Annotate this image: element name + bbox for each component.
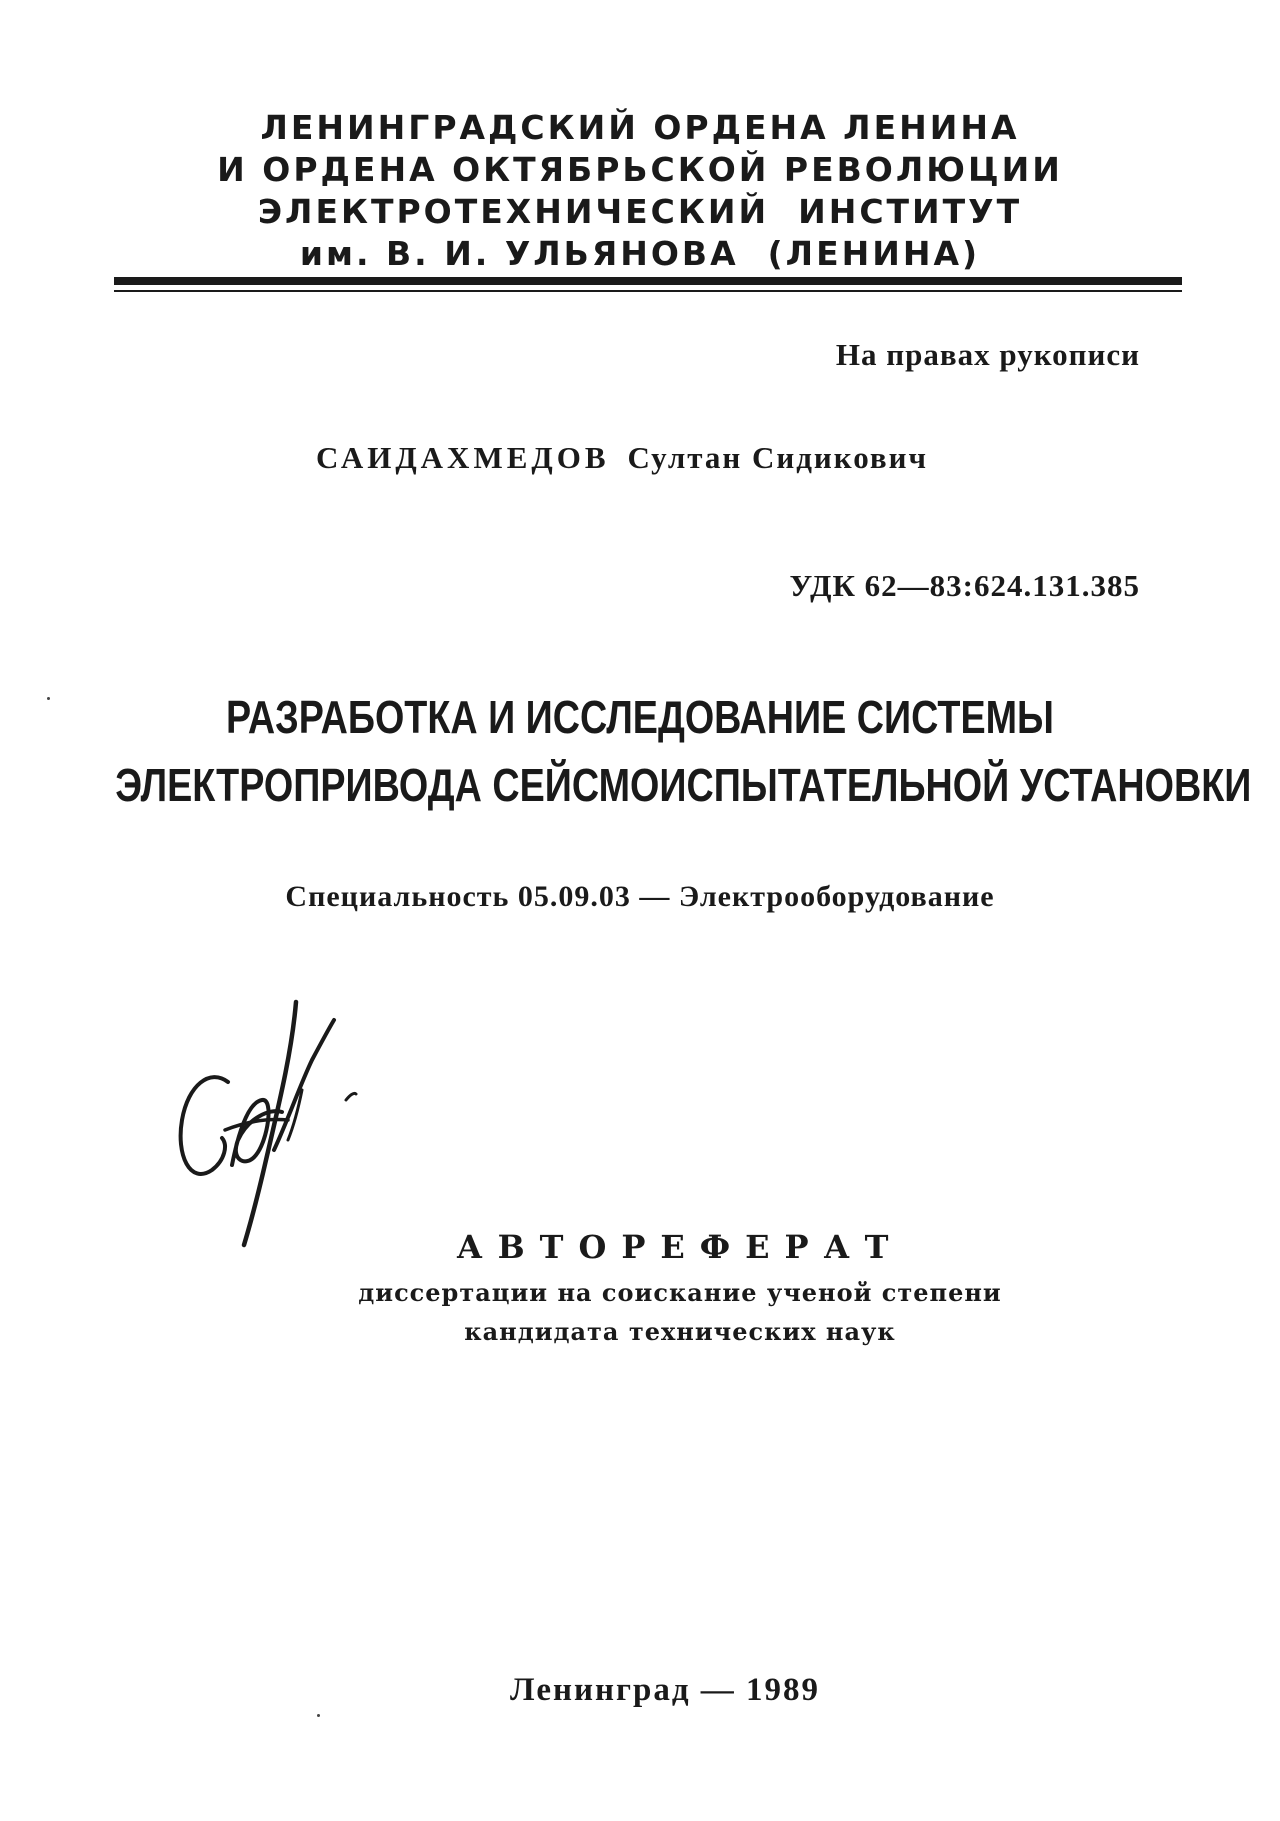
- document-type: АВТОРЕФЕРАТ: [456, 1228, 904, 1266]
- header-rule-thick: [114, 277, 1182, 285]
- author-surname: САИДАХМЕДОВ: [316, 440, 610, 475]
- udc-code: УДК 62—83:624.131.385: [789, 568, 1140, 603]
- dissertation-title-line-1: РАЗРАБОТКА И ИССЛЕДОВАНИЕ СИСТЕМЫ: [226, 691, 1054, 743]
- print-speck: [47, 697, 50, 700]
- specialty: Специальность 05.09.03 — Электрооборудование: [285, 880, 995, 913]
- author-name: [316, 440, 928, 476]
- manuscript-note: На правах рукописи: [835, 337, 1140, 372]
- institution-line-1: ЛЕНИНГРАДСКИЙ ОРДЕНА ЛЕНИНА: [260, 108, 1020, 147]
- handwritten-signature: [170, 990, 380, 1250]
- institution-line-4: им. В. И. УЛЬЯНОВА (ЛЕНИНА): [299, 234, 981, 273]
- description-line-2: кандидата технических наук: [464, 1317, 896, 1346]
- institution-line-3: ЭЛЕКТРОТЕХНИЧЕСКИЙ ИНСТИТУТ: [257, 192, 1023, 231]
- place-and-year: Ленинград — 1989: [509, 1672, 821, 1708]
- dissertation-title-line-2: ЭЛЕКТРОПРИВОДА СЕЙСМОИСПЫТАТЕЛЬНОЙ УСТАНОВКИ: [115, 759, 1252, 811]
- description-line-1: диссертации на соискание ученой степени: [358, 1278, 1002, 1307]
- author-given-names: Султан Сидикович: [627, 440, 929, 475]
- institution-line-2: И ОРДЕНА ОКТЯБРЬСКОЙ РЕВОЛЮЦИИ: [217, 150, 1063, 189]
- print-speck: [317, 1714, 320, 1717]
- header-rule-thin: [114, 290, 1182, 292]
